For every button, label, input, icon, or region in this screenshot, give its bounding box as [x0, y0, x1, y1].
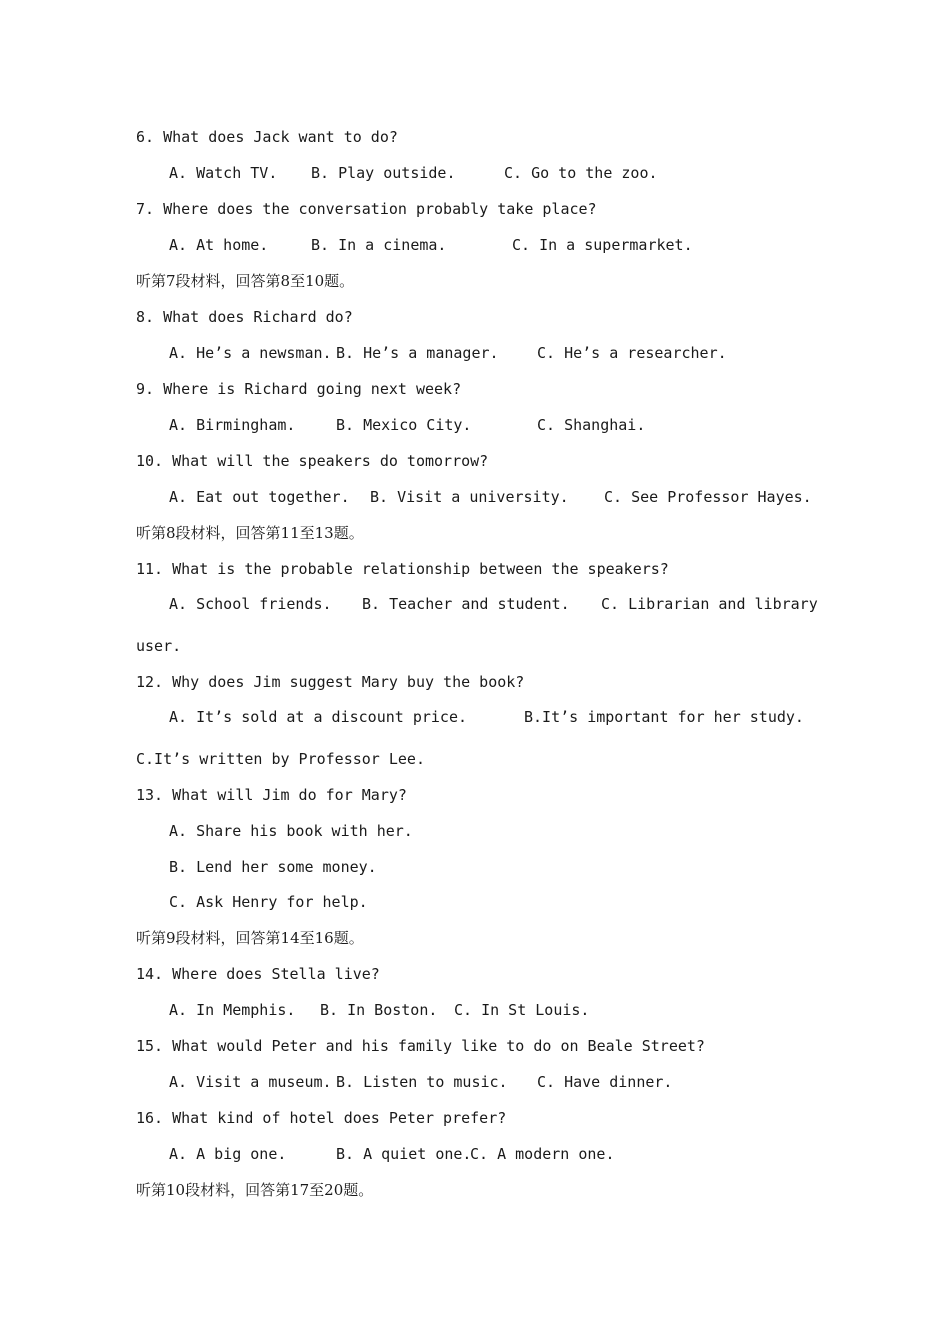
option-9b: B. Mexico City. [336, 416, 472, 434]
option-12b: B.It’s important for her study. [524, 708, 804, 726]
question-8: 8. What does Richard do? [136, 308, 353, 326]
question-12: 12. Why does Jim suggest Mary buy the book? [136, 673, 525, 691]
option-9a: A. Birmingham. [169, 416, 296, 434]
option-8b: B. He’s a manager. [336, 344, 499, 362]
option-16c: C. A modern one. [470, 1145, 615, 1163]
option-8c: C. He’s a researcher. [537, 344, 727, 362]
option-15a: A. Visit a museum. [169, 1073, 332, 1091]
option-14b: B. In Boston. [320, 1001, 438, 1019]
option-13a: A. Share his book with her. [169, 822, 413, 840]
option-7b: B. In a cinema. [311, 236, 447, 254]
option-11c: C. Librarian and library [601, 595, 818, 613]
option-8a: A. He’s a newsman. [169, 344, 332, 362]
option-6a: A. Watch TV. [169, 164, 278, 182]
option-11b: B. Teacher and student. [362, 595, 570, 613]
option-6b: B. Play outside. [311, 164, 456, 182]
section-heading-8: 听第8段材料，回答第11至13题。 [136, 524, 364, 542]
question-14: 14. Where does Stella live? [136, 965, 380, 983]
question-15: 15. What would Peter and his family like to do on Beale Street? [136, 1037, 705, 1055]
question-16: 16. What kind of hotel does Peter prefer? [136, 1109, 507, 1127]
option-13b: B. Lend her some money. [169, 858, 377, 876]
question-13: 13. What will Jim do for Mary? [136, 786, 407, 804]
option-15c: C. Have dinner. [537, 1073, 673, 1091]
question-7: 7. Where does the conversation probably take place? [136, 200, 597, 218]
option-15b: B. Listen to music. [336, 1073, 508, 1091]
option-9c: C. Shanghai. [537, 416, 646, 434]
question-6: 6. What does Jack want to do? [136, 128, 398, 146]
option-10c: C. See Professor Hayes. [604, 488, 812, 506]
option-13c: C. Ask Henry for help. [169, 893, 368, 911]
option-10a: A. Eat out together. [169, 488, 350, 506]
option-14c: C. In St Louis. [454, 1001, 590, 1019]
option-14a: A. In Memphis. [169, 1001, 296, 1019]
option-10b: B. Visit a university. [370, 488, 569, 506]
question-11: 11. What is the probable relationship between the speakers? [136, 560, 669, 578]
option-12c: C.It’s written by Professor Lee. [136, 750, 425, 768]
section-heading-7: 听第7段材料，回答第8至10题。 [136, 272, 355, 290]
option-7a: A. At home. [169, 236, 269, 254]
option-16b: B. A quiet one. [336, 1145, 472, 1163]
option-11a: A. School friends. [169, 595, 332, 613]
option-11c-continued: user. [136, 637, 182, 655]
option-7c: C. In a supermarket. [512, 236, 693, 254]
option-6c: C. Go to the zoo. [504, 164, 658, 182]
option-12a: A. It’s sold at a discount price. [169, 708, 468, 726]
section-heading-9: 听第9段材料，回答第14至16题。 [136, 929, 364, 947]
section-heading-10: 听第10段材料，回答第17至20题。 [136, 1181, 374, 1199]
question-9: 9. Where is Richard going next week? [136, 380, 462, 398]
question-10: 10. What will the speakers do tomorrow? [136, 452, 489, 470]
option-16a: A. A big one. [169, 1145, 287, 1163]
